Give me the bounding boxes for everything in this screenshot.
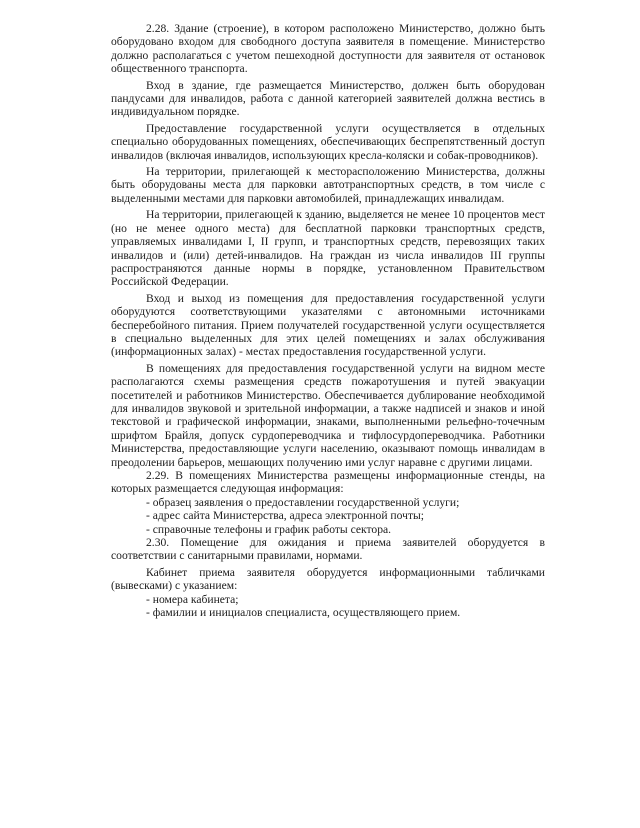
list-item: - фамилии и инициалов специалиста, осуществляющего прием. — [146, 606, 461, 620]
paragraph-2-29: 2.29. В помещениях Министерства размещены информационные стенды, на которых размещается следующая информация: — [111, 469, 545, 496]
list-item: - адрес сайта Министерства, адреса электронной почты; — [146, 509, 425, 523]
office-sign-list — [111, 593, 545, 620]
paragraph-entrance-ramps: Вход в здание, где размещается Министерство, должен быть оборудован пандусами для инвалидов, работа с данной категорией заявителей должна вестись в индивидуальном порядке. — [111, 78, 545, 119]
document-body — [111, 22, 545, 619]
info-stand-list — [111, 496, 545, 536]
paragraph-free-parking: На территории, прилегающей к зданию, выделяется не менее 10 процентов мест (но не менее одного места) для бесплатной парковки транспортных средств, управляемых инвалидами I, II групп, и транспортных средств, перевозящих таких инвалидов и (или) детей-инвалидов. На граждан из числа инвалидов III группы распространяются данные нормы в порядке, установленном Правительством Российской Федерации. — [111, 208, 545, 289]
paragraph-evacuation-accessibility: В помещениях для предоставления государственной услуги на видном месте располагаются схемы размещения средств пожаротушения и путей эвакуации посетителей и работников Министерство. Обеспечивается дублирование необходимой для инвалидов звуковой и зрительной информации, а также надписей и знаков и иной текстовой и графической информации, знаками, выполненными рельефно-точечным шрифтом Брайля, допуск сурдопереводчика и тифлосурдопереводчика. Работники Министерства, предоставляющие услуги населению, оказывают помощь инвалидам в преодолении барьеров, мешающих получению ими услуг наравне с другими лицами. — [111, 361, 545, 469]
paragraph-entry-exit-signs: Вход и выход из помещения для предоставления государственной услуги оборудуются соответствующими указателями с автономными источниками бесперебойного питания. Прием получателей государственной услуги осуществляется в специально выделенных для этих целей помещениях и залах обслуживания (информационных залах) - местах предоставления государственной услуги. — [111, 291, 545, 359]
list-item: - образец заявления о предоставлении государственной услуги; — [146, 495, 460, 509]
list-item: - номера кабинета; — [146, 592, 239, 606]
paragraph-2-30: 2.30. Помещение для ожидания и приема заявителей оборудуется в соответствии с санитарными правилами, нормами. — [111, 536, 545, 563]
paragraph-office-signs: Кабинет приема заявителя оборудуется информационными табличками (вывесками) с указанием: — [111, 565, 545, 593]
paragraph-parking-places: На территории, прилегающей к месторасположению Министерства, должны быть оборудованы места для парковки автотранспортных средств, в том числе с выделенными местами для парковки автомобилей, принадлежащих инвалидам. — [111, 165, 545, 205]
list-item: - справочные телефоны и график работы сектора. — [146, 522, 392, 536]
paragraph-2-28: 2.28. Здание (строение), в котором расположено Министерство, должно быть оборудовано входом для свободного доступа заявителя в помещение. Министерство должно располагаться с учетом пешеходной доступности для заявителя от остановок общественного транспорта. — [111, 22, 545, 76]
paragraph-service-premises: Предоставление государственной услуги осуществляется в отдельных специально оборудованных помещениях, обеспечивающих беспрепятственный доступ инвалидов (включая инвалидов, использующих кресла-коляски и собак-проводников). — [111, 121, 545, 162]
